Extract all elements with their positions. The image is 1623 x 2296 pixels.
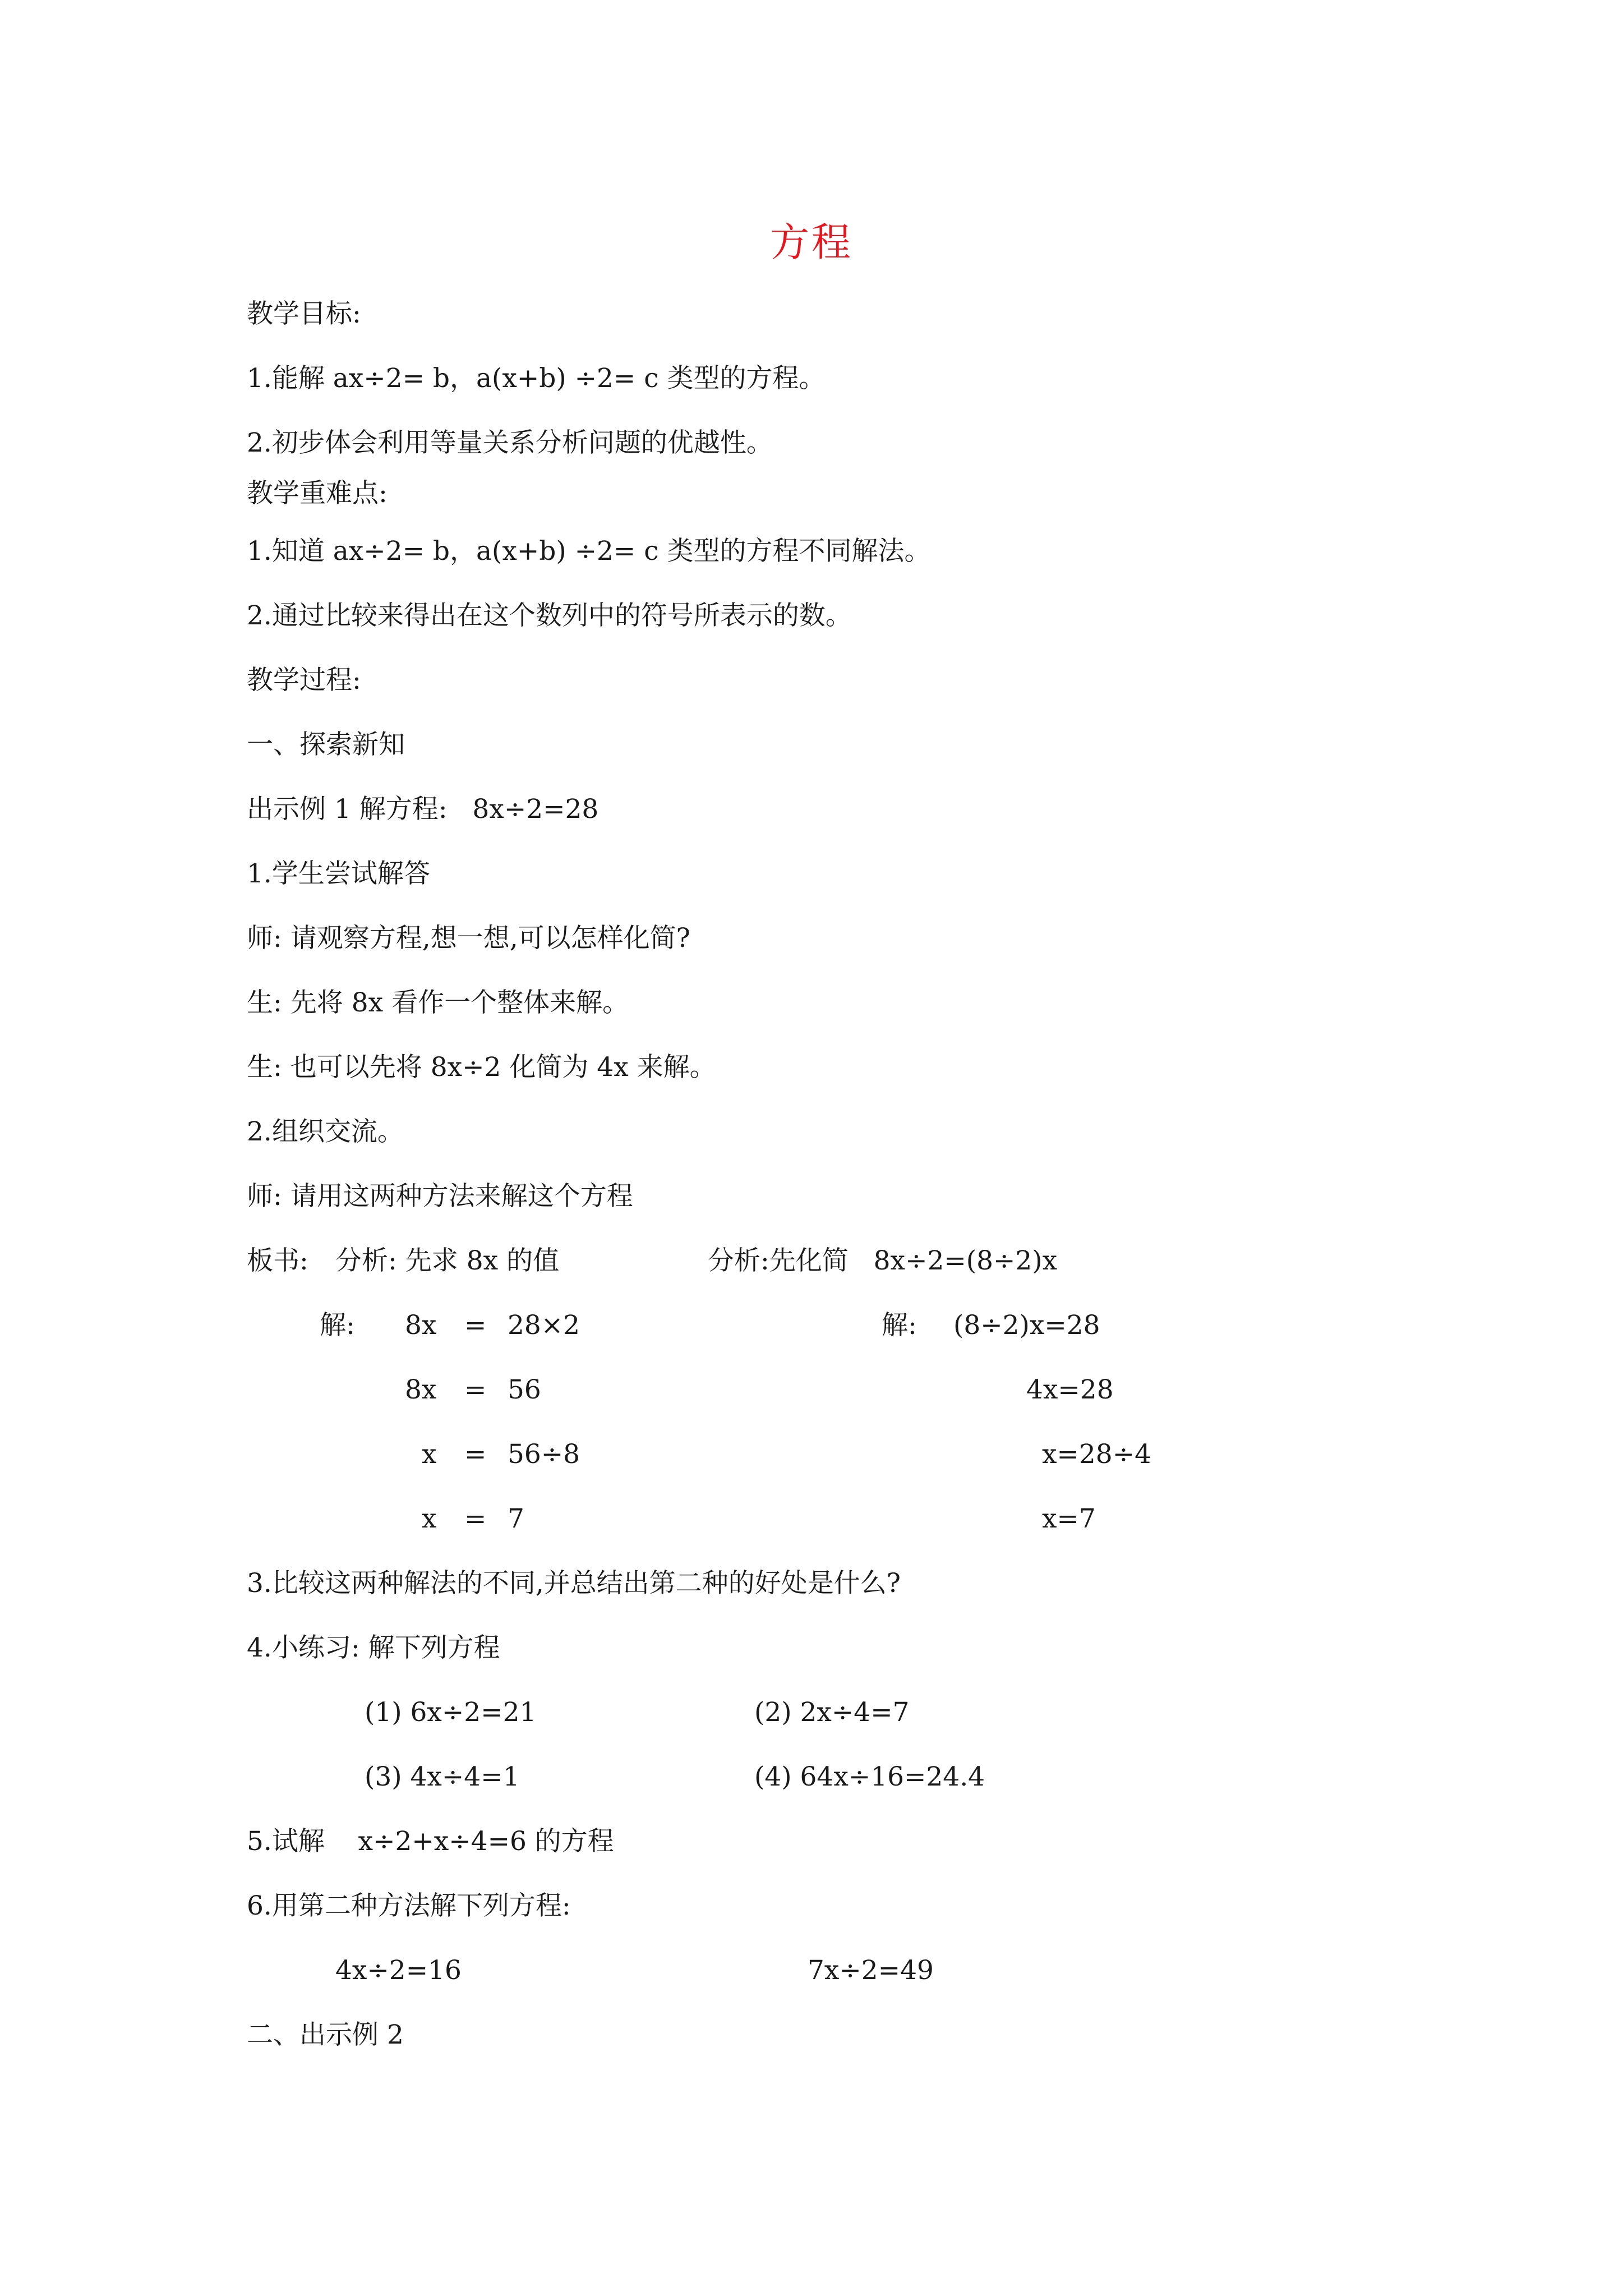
left-row-4-rhs: 7: [508, 1503, 524, 1534]
teacher-instruction: 师: 请用这两种方法来解这个方程: [247, 1181, 633, 1212]
exercise-2: (2) 2x÷4=7: [754, 1697, 910, 1728]
process-heading: 教学过程:: [247, 665, 361, 696]
keypoints-heading: 教学重难点:: [247, 478, 388, 509]
left-row-3-eq: =: [464, 1439, 487, 1470]
step5-line: 5.试解 x÷2+x÷4=6 的方程: [247, 1826, 614, 1857]
left-row-4-eq: =: [464, 1503, 487, 1534]
section2-heading: 二、出示例 2: [247, 2019, 404, 2050]
objective-2: 2.初步体会利用等量关系分析问题的优越性。: [247, 427, 773, 458]
left-row-1-lhs: 8x: [405, 1310, 437, 1341]
left-row-4-lhs: x: [422, 1503, 437, 1534]
right-row-3: x=28÷4: [1042, 1439, 1151, 1470]
left-row-2-rhs: 56: [508, 1374, 541, 1405]
left-row-1-eq: =: [464, 1310, 487, 1341]
practice-2: 7x÷2=49: [808, 1955, 934, 1986]
right-row-1: (8÷2)x=28: [953, 1310, 1100, 1341]
dialogue-student-2: 生: 也可以先将 8x÷2 化简为 4x 来解。: [247, 1052, 716, 1083]
example1-line: 出示例 1 解方程: 8x÷2=28: [247, 794, 599, 825]
step4-line: 4.小练习: 解下列方程: [247, 1632, 500, 1663]
left-solution-jie: 解:: [320, 1310, 355, 1341]
right-row-2: 4x=28: [1026, 1374, 1114, 1405]
step2-line: 2.组织交流。: [247, 1116, 404, 1147]
right-solution-jie: 解:: [882, 1310, 917, 1341]
section1-heading: 一、探索新知: [247, 729, 405, 760]
exercise-3: (3) 4x÷4=1: [365, 1761, 520, 1792]
exercise-1: (1) 6x÷2=21: [365, 1697, 537, 1728]
left-row-1-rhs: 28×2: [508, 1310, 580, 1341]
left-row-3-rhs: 56÷8: [508, 1439, 580, 1470]
objectives-heading: 教学目标:: [247, 298, 361, 329]
objective-1: 1.能解 ax÷2= b，a(x+b) ÷2= c 类型的方程。: [247, 363, 826, 394]
keypoint-1: 1.知道 ax÷2= b，a(x+b) ÷2= c 类型的方程不同解法。: [247, 536, 931, 567]
left-row-2-lhs: 8x: [405, 1374, 437, 1405]
board-label: 板书:: [247, 1245, 308, 1276]
board-left-analysis: 分析: 先求 8x 的值: [335, 1245, 560, 1276]
dialogue-teacher: 师: 请观察方程,想一想,可以怎样化简?: [247, 923, 690, 954]
practice-1: 4x÷2=16: [335, 1955, 462, 1986]
left-row-3-lhs: x: [422, 1439, 437, 1470]
board-right-analysis: 分析:先化简 8x÷2=(8÷2)x: [708, 1245, 1058, 1276]
document-title: 方程: [770, 219, 853, 265]
dialogue-student-1: 生: 先将 8x 看作一个整体来解。: [247, 987, 629, 1018]
right-row-4: x=7: [1042, 1503, 1096, 1534]
exercise-4: (4) 64x÷16=24.4: [754, 1761, 985, 1792]
step6-line: 6.用第二种方法解下列方程:: [247, 1890, 571, 1921]
step1-line: 1.学生尝试解答: [247, 858, 430, 889]
step3-line: 3.比较这两种解法的不同,并总结出第二种的好处是什么?: [247, 1568, 901, 1599]
left-row-2-eq: =: [464, 1374, 487, 1405]
keypoint-2: 2.通过比较来得出在这个数列中的符号所表示的数。: [247, 600, 852, 631]
